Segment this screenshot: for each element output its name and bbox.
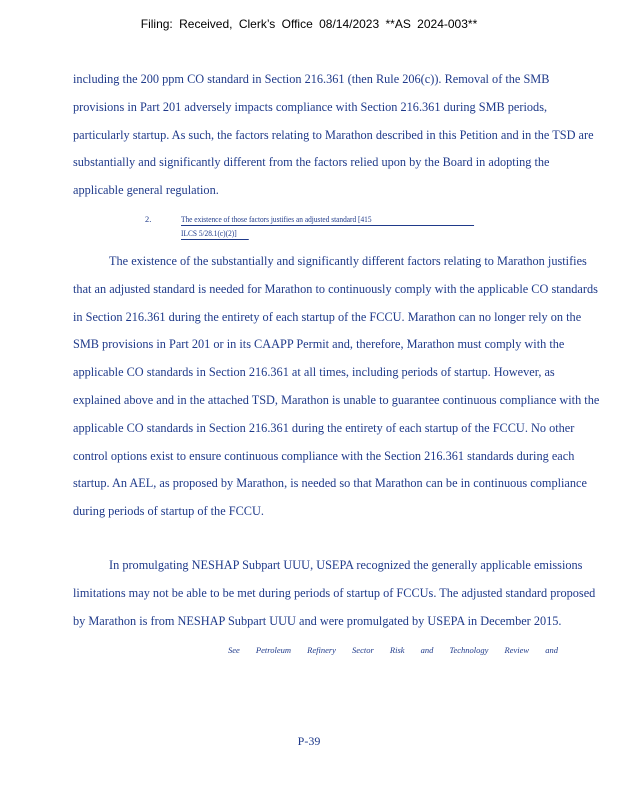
header-filing: Filing: [140, 17, 173, 31]
filing-header [0, 17, 618, 31]
paragraph-1: including the 200 ppm CO standard in Section 216.361 (then Rule 206(c)). Removal of the SMB provisions in Part 201 adversely impacts compliance with Section 216.361 during SMB periods, particularly startup. As such, the factors relating to Marathon described in this Petition and in the TSD are substantially and significantly different from the factors relied upon by the Board in adopting the applicable general regulation. [73, 72, 594, 198]
header-received: Received, [179, 17, 233, 31]
paragraph-2: The existence of the substantially and significantly different factors relating to Marathon justifies that an adjusted standard is needed for Marathon to continuously comply with the applicable CO standards in Section 216.361 during the entirety of each startup of the FCCU. Marathon can no longer rely on the SMB provisions in Part 201 or in its CAAPP Permit and, therefore, Marathon must comply with the applicable CO standards in Section 216.361 at all times, including periods of startup. However, as explained above and in the attached TSD, Marathon is unable to guarantee continuous compliance with the applicable CO standards in Section 216.361 during the entirety of each startup of the FCCU. No other control options exist to ensure continuous compliance with the Section 216.361 standards during each startup. An AEL, as proposed by Marathon, is needed so that Marathon can be in continuous compliance during periods of startup of the FCCU. [73, 254, 600, 519]
page-number: P-39 [297, 734, 321, 748]
footnote-fragment: See Petroleum Refinery Sector Risk and Technology Review and [228, 645, 558, 655]
header-clerk-office: Clerk’s Office [238, 17, 313, 31]
paragraph-3: In promulgating NESHAP Subpart UUU, USEPA recognized the generally applicable emissions limitations may not be able to be met during periods of startup of FCCUs. The adjusted standard proposed by Marathon is from NESHAP Subpart UUU and were promulgated by USEPA in December 2015. [73, 558, 596, 628]
header-docket: **AS 2024-003** [385, 17, 478, 31]
heading-line-2: ILCS 5/28.1(c)(2)] [181, 228, 249, 240]
heading-line-1: The existence of those factors justifies an adjusted standard [415 [181, 214, 474, 226]
header-date: 08/14/2023 [319, 17, 380, 31]
heading-number: 2. [145, 215, 152, 224]
